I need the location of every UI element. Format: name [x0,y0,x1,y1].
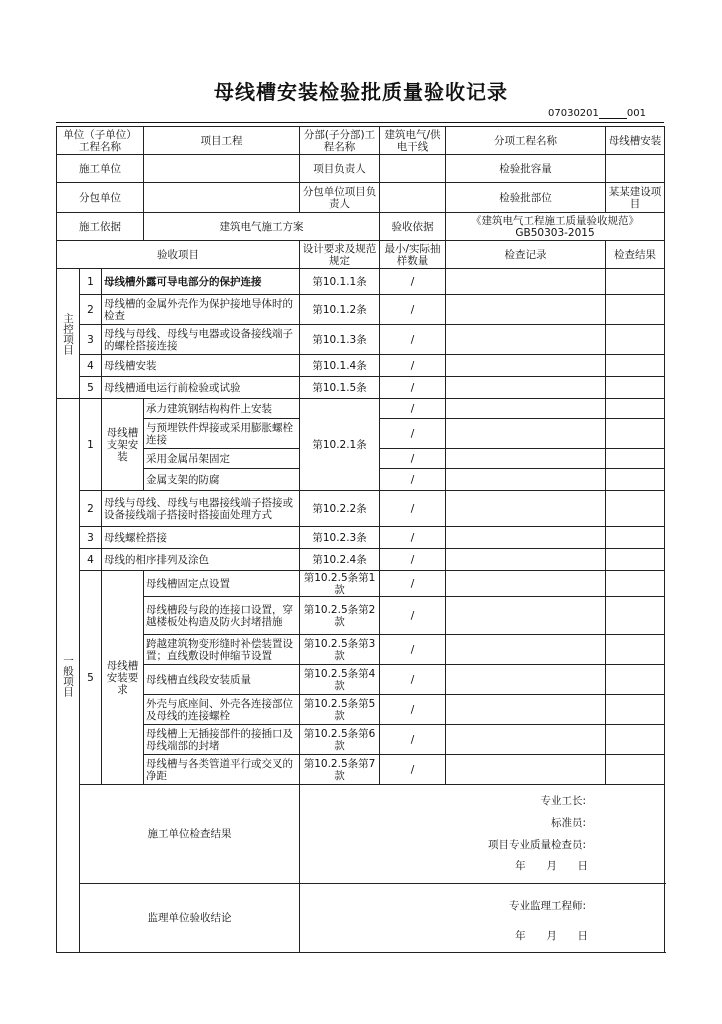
mc-no: 3 [80,325,102,355]
part-value[interactable]: 某某建设项目 [606,183,665,213]
doc-code: 07030201 [548,108,599,119]
g-result[interactable] [606,755,665,785]
g5-spec: 第10.2.5条第2款 [300,597,380,635]
general-label [57,399,80,953]
g4-sample: / [380,549,446,571]
mc-record[interactable] [446,377,606,399]
mc-result[interactable] [606,377,665,399]
g5-sub-item: 母线槽与各类管道平行或交叉的净距 [144,755,300,785]
g5-sample: / [380,755,446,785]
g-no: 1 [80,399,102,491]
g1-sub-item: 金属支架的防腐 [144,469,300,491]
g5-spec: 第10.2.5条第3款 [300,635,380,665]
basis-label: 施工依据 [57,213,144,241]
date-day: 日 [577,860,589,872]
g2-sample: / [380,491,446,527]
col-item: 验收项目 [57,241,300,269]
g-no: 5 [80,571,102,785]
g5-sub-item: 母线槽直线段安装质量 [144,665,300,695]
mc-no: 1 [80,269,102,295]
g-result[interactable] [606,469,665,491]
mc-record[interactable] [446,295,606,325]
sub-manager-value[interactable] [380,183,446,213]
subitem-value[interactable]: 母线槽安装 [606,127,665,155]
g-result[interactable] [606,597,665,635]
construction-check-label: 施工单位检查结果 [80,785,300,884]
mc-spec: 第10.1.5条 [300,377,380,399]
g5-sub-item: 母线槽固定点设置 [144,571,300,597]
g-result[interactable] [606,571,665,597]
g5-sample: / [380,571,446,597]
main-control-label [57,269,80,399]
mc-result[interactable] [606,269,665,295]
g-record[interactable] [446,755,606,785]
doc-no-line [599,118,627,119]
g5-sub-item: 外壳与底座间、外壳各连接部位及母线的连接螺栓 [144,695,300,725]
mc-spec: 第10.1.1条 [300,269,380,295]
g5-sub-item: 母线槽段与段的连接口设置，穿越楼板处构造及防火封堵措施 [144,597,300,635]
supervision-date [515,930,588,942]
g1-group: 母线槽支架安装 [102,399,144,491]
mc-item: 母线槽的金属外壳作为保护接地导体时的检查 [102,295,300,325]
manager-value[interactable] [380,155,446,183]
supervision-engineer-label: 专业监理工程师: [508,900,587,912]
foreman-label: 专业工长: [540,795,587,807]
g2-spec: 第10.2.2条 [300,491,380,527]
date-year: 年 [515,860,526,872]
doc-no: 001 [626,108,646,119]
g-result[interactable] [606,449,665,469]
g1-sample: / [380,469,446,491]
g-record[interactable] [446,725,606,755]
g-record[interactable] [446,635,606,665]
g5-spec: 第10.2.5条第1款 [300,571,380,597]
g5-sub-item: 母线槽上无插接部件的接插口及母线端部的封堵 [144,725,300,755]
mc-spec: 第10.1.2条 [300,295,380,325]
g-record[interactable] [446,469,606,491]
g-record[interactable] [446,665,606,695]
manager-label: 项目负责人 [300,155,380,183]
mc-item: 母线与母线、母线与电器或设备接线端子的螺栓搭接连接 [102,325,300,355]
supervision-label: 监理单位验收结论 [80,884,300,953]
capacity-label: 检验批容量 [446,155,606,183]
g-record[interactable] [446,549,606,571]
mc-no: 4 [80,355,102,377]
mc-spec: 第10.1.3条 [300,325,380,355]
unit-label: 单位（子单位）工程名称 [57,127,144,155]
unit-value[interactable]: 项目工程 [144,127,300,155]
g-result[interactable] [606,725,665,755]
col-spec: 设计要求及规范规定 [300,241,380,269]
mc-item: 母线槽通电运行前检验或试验 [102,377,300,399]
mc-sample: / [380,325,446,355]
g-no: 3 [80,527,102,549]
subitem-label: 分项工程名称 [446,127,606,155]
top-rule [56,122,664,123]
construction-check-area[interactable] [300,785,665,884]
mc-result[interactable] [606,355,665,377]
mc-spec: 第10.1.4条 [300,355,380,377]
g-record[interactable] [446,695,606,725]
mc-item: 母线槽安装 [102,355,300,377]
g5-spec: 第10.2.5条第7款 [300,755,380,785]
page-title: 母线槽安装检验批质量验收记录 [214,80,508,104]
g-no: 4 [80,549,102,571]
g-result[interactable] [606,549,665,571]
g-result[interactable] [606,527,665,549]
mc-sample: / [380,295,446,325]
g1-sample: / [380,399,446,419]
capacity-value[interactable] [606,155,665,183]
g5-sample: / [380,665,446,695]
construction-date [515,860,588,872]
g5-sub-item: 跨越建筑物变形缝时补偿装置设置；直线敷设时伸缩节设置 [144,635,300,665]
accept-value[interactable]: 《建筑电气工程施工质量验收规范》GB50303-2015 [446,213,665,241]
mc-record[interactable] [446,325,606,355]
col-record: 检查记录 [446,241,606,269]
standard-line [551,817,586,829]
date-month: 月 [546,930,557,942]
g3-item: 母线螺栓搭接 [102,527,300,549]
g1-sub-item: 采用金属吊架固定 [144,449,300,469]
g3-sample: / [380,527,446,549]
division-label: 分部(子分部)工程名称 [300,127,380,155]
g-record[interactable] [446,449,606,469]
document-code [548,108,646,119]
mc-result[interactable] [606,295,665,325]
mc-item: 母线槽外露可导电部分的保护连接 [102,269,300,295]
g-record[interactable] [446,399,606,419]
mc-no: 2 [80,295,102,325]
supervision-area[interactable] [300,884,665,953]
g1-sub-item: 与预埋铁件焊接或采用膨胀螺栓连接 [144,419,300,449]
g-record[interactable] [446,491,606,527]
g5-sample: / [380,597,446,635]
supervision-engineer-line [509,900,586,912]
g5-spec: 第10.2.5条第6款 [300,725,380,755]
g-record[interactable] [446,597,606,635]
g1-sample: / [380,419,446,449]
sub-manager-label: 分包单位项目负责人 [300,183,380,213]
col-result: 检查结果 [606,241,665,269]
g5-sample: / [380,695,446,725]
col-sample: 最小/实际抽样数量 [380,241,446,269]
contractor-value[interactable] [144,155,300,183]
g-record[interactable] [446,527,606,549]
subcontractor-label: 分包单位 [57,183,144,213]
inspector-label: 项目专业质量检查员: [487,839,587,851]
main-control-label-text: 主控项目 [62,312,74,355]
mc-record[interactable] [446,269,606,295]
g2-item: 母线与母线、母线与电器接线端子搭接或设备接线端子搭接时搭接面处理方式 [102,491,300,527]
g-result[interactable] [606,695,665,725]
mc-sample: / [380,355,446,377]
g5-spec: 第10.2.5条第4款 [300,665,380,695]
g-result[interactable] [606,635,665,665]
foreman-line [540,795,586,807]
g-result[interactable] [606,399,665,419]
g5-sample: / [380,725,446,755]
g1-sample: / [380,449,446,469]
g3-spec: 第10.2.3条 [300,527,380,549]
mc-record[interactable] [446,355,606,377]
mc-sample: / [380,377,446,399]
date-month: 月 [546,860,557,872]
g4-spec: 第10.2.4条 [300,549,380,571]
g5-spec: 第10.2.5条第5款 [300,695,380,725]
g5-group: 母线槽安装要求 [102,571,144,785]
basis-value[interactable]: 建筑电气施工方案 [144,213,380,241]
g-result[interactable] [606,491,665,527]
g-result[interactable] [606,665,665,695]
part-label: 检验批部位 [446,183,606,213]
contractor-label: 施工单位 [57,155,144,183]
general-label-text: 一般项目 [62,654,74,697]
inspection-table [56,126,665,953]
subcontractor-value[interactable] [144,183,300,213]
mc-result[interactable] [606,325,665,355]
standard-label: 标准员: [550,817,587,829]
g-record[interactable] [446,419,606,449]
inspector-line [488,839,586,851]
mc-sample: / [380,269,446,295]
g-no: 2 [80,491,102,527]
accept-label: 验收依据 [380,213,446,241]
g1-spec: 第10.2.1条 [300,399,380,491]
division-value[interactable]: 建筑电气/供电干线 [380,127,446,155]
mc-no: 5 [80,377,102,399]
date-year: 年 [515,930,526,942]
g5-sample: / [380,635,446,665]
g4-item: 母线的相序排列及涂色 [102,549,300,571]
g-record[interactable] [446,571,606,597]
g-result[interactable] [606,419,665,449]
g1-sub-item: 承力建筑钢结构构件上安装 [144,399,300,419]
date-day: 日 [577,930,589,942]
